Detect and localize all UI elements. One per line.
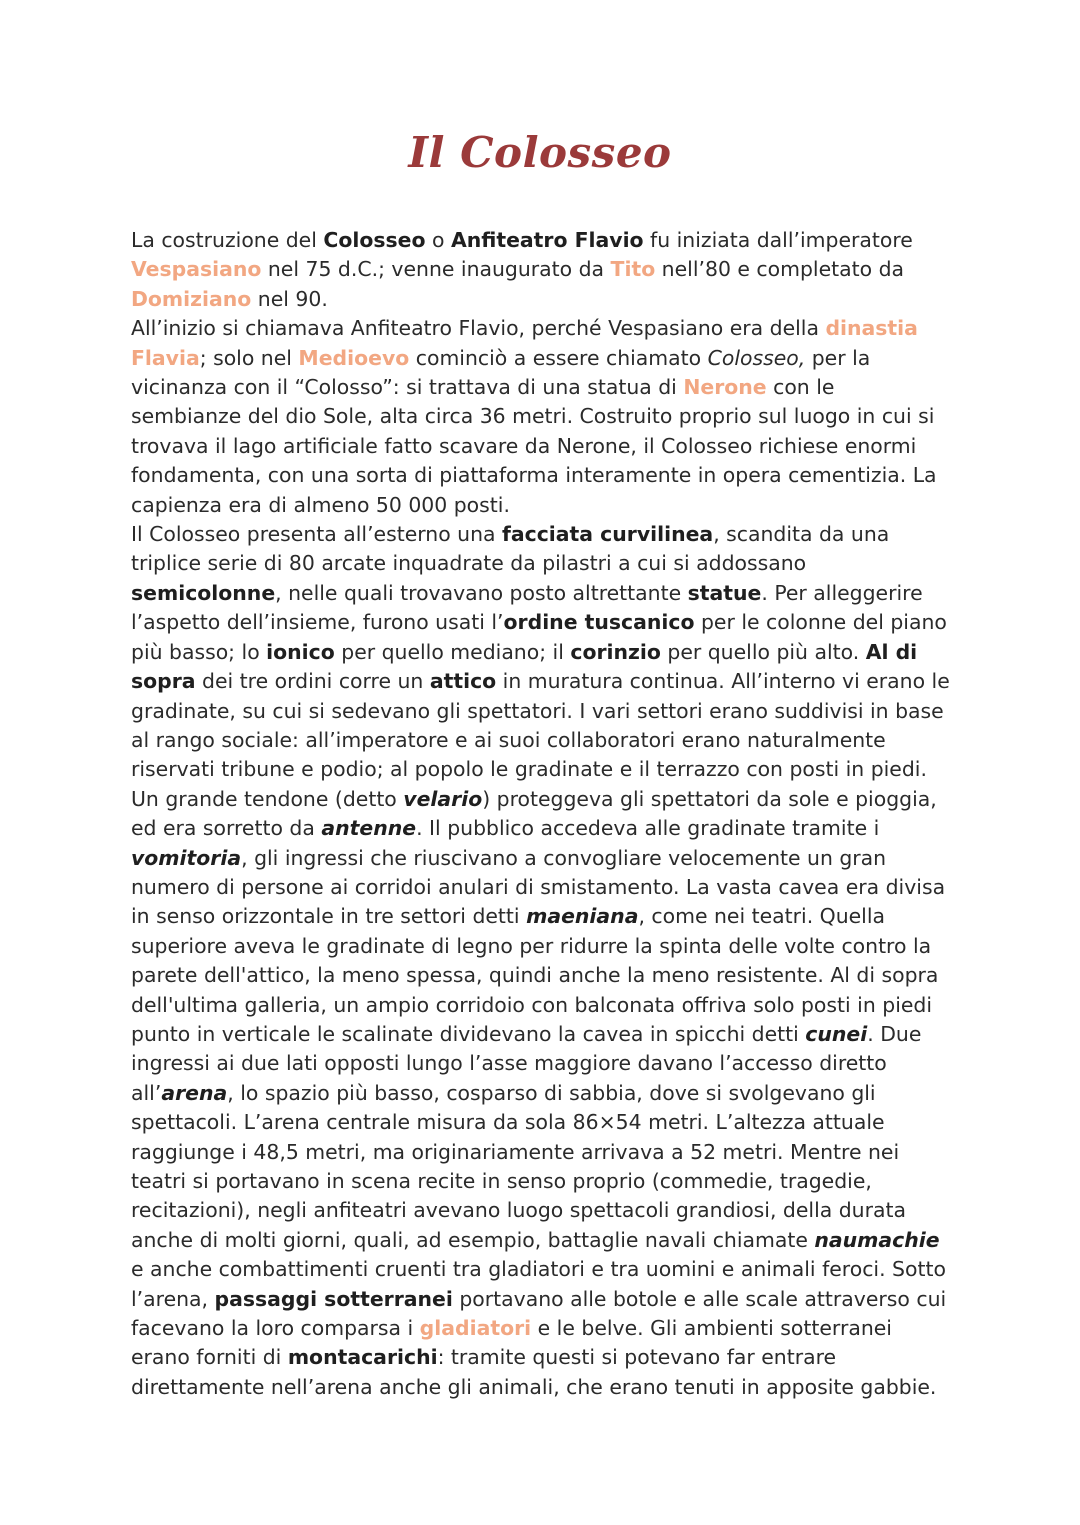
text-b: Anfiteatro Flavio (450, 228, 644, 252)
text-b: ordine tuscanico (503, 610, 695, 635)
body-text (131, 226, 951, 1402)
text-run: nel 75 d.C.; venne inaugurato da (261, 257, 611, 282)
text-bi: vomitoria (131, 845, 242, 870)
text-run: e anche combattimenti cruenti tra gladiatori e tra uomini e animali feroci. Sotto l’arena, (131, 1257, 946, 1311)
text-b: semicolonne (131, 580, 276, 605)
text-run: o (425, 228, 451, 252)
text-b: ionico (266, 639, 335, 664)
text-hl: dinastia Flavia (131, 316, 918, 370)
text-run: per quello più alto. (660, 639, 866, 664)
text-b: Al di sopra (131, 639, 918, 694)
text-run: Il Colosseo presenta all’esterno una (131, 522, 502, 547)
text-run: e le belve. Gli ambienti sotterranei erano forniti di (131, 1316, 892, 1370)
text-run: All’inizio si chiamava Anfiteatro Flavio, perché Vespasiano era della (131, 316, 826, 341)
text-run: . Il pubblico accedeva alle gradinate tramite i (416, 816, 880, 841)
text-run: , scandita da una triplice serie di 80 arcate inquadrate da pilastri a cui si addossano (131, 522, 890, 576)
text-b: facciata curvilinea (502, 522, 714, 547)
text-hl: Medioevo (298, 345, 410, 370)
paragraph (131, 314, 951, 520)
text-hl: Tito (610, 257, 656, 282)
text-run: . Per alleggerire l’aspetto dell’insieme, furono usati l’ (131, 580, 923, 635)
text-bi: arena (161, 1080, 228, 1105)
text-b: montacarichi (287, 1345, 438, 1370)
text-run: per le colonne del piano più basso; lo (131, 610, 947, 664)
text-run: ; solo nel (199, 345, 299, 370)
text-run: La costruzione del (131, 228, 324, 252)
text-b: corinzio (570, 639, 661, 664)
text-bi: maeniana (526, 904, 639, 929)
text-run: nel 90. (251, 286, 328, 311)
text-hl: Nerone (683, 375, 767, 400)
text-bi: cunei (805, 1021, 868, 1046)
paragraph (131, 226, 951, 314)
text-run: per la vicinanza con il “Colosso”: si trattava di una statua di (131, 345, 871, 400)
text-b: statue (687, 580, 762, 605)
text-run: con le sembianze del dio Sole, alta circa 36 metri. Costruito proprio sul luogo in cui si trovava il lago artificiale fatto scavare da Nerone, il Colosseo richiese enormi fondamenta, con una sorta di piattaforma interamente in opera cementizia. La capienza era di almeno 50 000 posti. (131, 375, 937, 517)
text-bi: velario (403, 786, 483, 811)
text-b: passaggi sotterranei (214, 1286, 453, 1311)
text-run: ) proteggeva gli spettatori da sole e pioggia, ed era sorretto da (131, 786, 937, 841)
text-i: Colosseo, (707, 345, 806, 370)
text-b: Colosseo (323, 228, 426, 252)
text-hl: Domiziano (131, 286, 252, 311)
text-hl: Vespasiano (131, 257, 262, 282)
page-title: Il Colosseo (408, 128, 672, 177)
text-run: dei tre ordini corre un (195, 669, 430, 694)
text-run: , gli ingressi che riuscivano a convogliare velocemente un gran numero di persone ai corridoi anulari di smistamento. La vasta cavea era divisa in senso orizzontale in tre settori detti (131, 845, 946, 929)
text-run: : tramite questi si potevano far entrare direttamente nell’arena anche gli animali, che erano tenuti in apposite gabbie. (131, 1345, 937, 1399)
text-run: fu iniziata dall’imperatore (643, 228, 913, 252)
text-run: per quello mediano; il (334, 639, 571, 664)
text-bi: antenne (321, 816, 417, 841)
text-run: in muratura continua. All’interno vi erano le gradinate, su cui si sedevano gli spettatori. I vari settori erano suddivisi in base al rango sociale: all’imperatore e ai suoi collaboratori erano naturalmente riservati tribune e podio; al popolo le gradinate e il terrazzo con posti in piedi. Un grande tendone (detto (131, 669, 950, 811)
text-run: . Due ingressi ai due lati opposti lungo l’asse maggiore davano l’accesso diretto all’ (131, 1021, 922, 1105)
text-b: attico (429, 669, 497, 694)
text-run: portavano alle botole e alle scale attraverso cui facevano la loro comparsa i (131, 1286, 947, 1341)
paragraph (131, 520, 951, 1402)
text-run: , lo spazio più basso, cosparso di sabbia, dove si svolgevano gli spettacoli. L’arena centrale misura da sola 86×54 metri. L’altezza attuale raggiunge i 48,5 metri, ma originariamente arrivava a 52 metri. Mentre nei teatri si portavano in scena recite in senso proprio (commedie, tragedie, recitazioni), negli anfiteatri avevano luogo spettacoli grandiosi, della durata anche di molti giorni, quali, ad esempio, battaglie navali chiamate (131, 1080, 906, 1252)
text-run: nell’80 e completato da (655, 257, 905, 282)
text-run: , come nei teatri. Quella superiore aveva le gradinate di legno per ridurre la spinta delle volte contro la parete dell'attico, la meno spessa, quindi anche la meno resistente. Al di sopra dell'ultima galleria, un ampio corridoio con balconata offriva solo posti in piedi punto in verticale le scalinate dividevano la cavea in spicchi detti (131, 904, 939, 1046)
text-run: , nelle quali trovavano posto altrettante (275, 580, 688, 605)
text-run: cominciò a essere chiamato (409, 345, 708, 370)
text-bi: naumachie (814, 1227, 940, 1252)
text-hl: gladiatori (419, 1316, 532, 1341)
